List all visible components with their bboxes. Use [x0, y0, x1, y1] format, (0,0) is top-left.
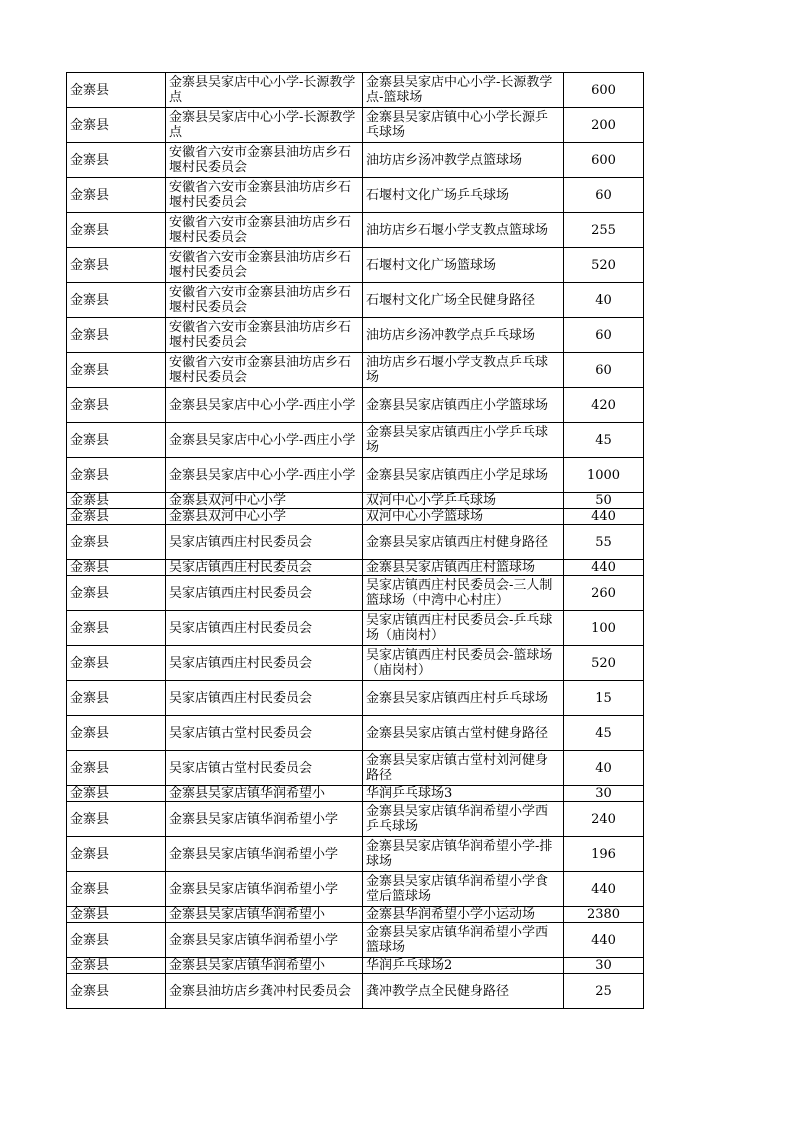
- unit-cell: 金寨县吴家店中心小学-西庄小学: [166, 388, 363, 423]
- facility-cell: 金寨县吴家店镇西庄小学乒乓球场: [363, 423, 564, 458]
- facility-cell: 金寨县吴家店镇华润希望小学-排球场: [363, 837, 564, 872]
- county-cell: 金寨县: [67, 786, 166, 802]
- county-cell: 金寨县: [67, 525, 166, 560]
- facility-cell: 石堰村文化广场篮球场: [363, 248, 564, 283]
- area-cell: 40: [564, 751, 644, 786]
- facility-cell: 吴家店镇西庄村民委员会-三人制篮球场（中湾中心村庄）: [363, 576, 564, 611]
- area-cell: 45: [564, 423, 644, 458]
- county-cell: 金寨县: [67, 213, 166, 248]
- table-row: [67, 248, 644, 283]
- unit-cell: 安徽省六安市金寨县油坊店乡石堰村民委员会: [166, 283, 363, 318]
- facility-cell: 金寨县吴家店镇古堂村健身路径: [363, 716, 564, 751]
- unit-cell: 吴家店镇西庄村民委员会: [166, 560, 363, 576]
- table-row: [67, 525, 644, 560]
- area-cell: 520: [564, 248, 644, 283]
- facility-cell: 金寨县吴家店镇古堂村刘河健身路径: [363, 751, 564, 786]
- unit-cell: 金寨县吴家店镇华润希望小学: [166, 872, 363, 907]
- county-cell: 金寨县: [67, 509, 166, 525]
- county-cell: 金寨县: [67, 423, 166, 458]
- facility-cell: 金寨县吴家店镇西庄村健身路径: [363, 525, 564, 560]
- area-cell: 240: [564, 802, 644, 837]
- table-body: [67, 73, 644, 1009]
- facility-cell: 石堰村文化广场乒乓球场: [363, 178, 564, 213]
- table-row: [67, 108, 644, 143]
- unit-cell: 金寨县油坊店乡龚冲村民委员会: [166, 974, 363, 1009]
- table-row: [67, 388, 644, 423]
- unit-cell: 吴家店镇西庄村民委员会: [166, 525, 363, 560]
- area-cell: 200: [564, 108, 644, 143]
- county-cell: 金寨县: [67, 560, 166, 576]
- table-row: [67, 716, 644, 751]
- facility-cell: 金寨县吴家店镇西庄村篮球场: [363, 560, 564, 576]
- table-row: [67, 423, 644, 458]
- facility-cell: 金寨县吴家店镇西庄小学足球场: [363, 458, 564, 493]
- county-cell: 金寨县: [67, 923, 166, 958]
- unit-cell: 吴家店镇古堂村民委员会: [166, 751, 363, 786]
- area-cell: 40: [564, 283, 644, 318]
- county-cell: 金寨县: [67, 958, 166, 974]
- area-cell: 600: [564, 73, 644, 108]
- county-cell: 金寨县: [67, 493, 166, 509]
- unit-cell: 金寨县双河中心小学: [166, 509, 363, 525]
- county-cell: 金寨县: [67, 388, 166, 423]
- county-cell: 金寨县: [67, 283, 166, 318]
- table-row: [67, 143, 644, 178]
- area-cell: 60: [564, 178, 644, 213]
- county-cell: 金寨县: [67, 73, 166, 108]
- facility-cell: 金寨县吴家店中心小学-长源教学点-篮球场: [363, 73, 564, 108]
- table-row: [67, 958, 644, 974]
- area-cell: 440: [564, 923, 644, 958]
- table-row: [67, 802, 644, 837]
- county-cell: 金寨县: [67, 318, 166, 353]
- facility-cell: 油坊店乡汤冲教学点乒乓球场: [363, 318, 564, 353]
- unit-cell: 吴家店镇西庄村民委员会: [166, 646, 363, 681]
- facility-cell: 金寨县吴家店镇华润希望小学食堂后篮球场: [363, 872, 564, 907]
- area-cell: 440: [564, 560, 644, 576]
- county-cell: 金寨县: [67, 143, 166, 178]
- facility-cell: 油坊店乡汤冲教学点篮球场: [363, 143, 564, 178]
- area-cell: 100: [564, 611, 644, 646]
- county-cell: 金寨县: [67, 611, 166, 646]
- county-cell: 金寨县: [67, 458, 166, 493]
- table-row: [67, 73, 644, 108]
- area-cell: 1000: [564, 458, 644, 493]
- table-row: [67, 786, 644, 802]
- county-cell: 金寨县: [67, 872, 166, 907]
- county-cell: 金寨县: [67, 646, 166, 681]
- area-cell: 255: [564, 213, 644, 248]
- table-row: [67, 353, 644, 388]
- unit-cell: 安徽省六安市金寨县油坊店乡石堰村民委员会: [166, 353, 363, 388]
- county-cell: 金寨县: [67, 353, 166, 388]
- unit-cell: 安徽省六安市金寨县油坊店乡石堰村民委员会: [166, 143, 363, 178]
- county-cell: 金寨县: [67, 907, 166, 923]
- facility-cell: 金寨县吴家店镇西庄村乒乓球场: [363, 681, 564, 716]
- table-row: [67, 318, 644, 353]
- table-row: [67, 283, 644, 318]
- facility-cell: 油坊店乡石堰小学支教点乒乓球场: [363, 353, 564, 388]
- table-row: [67, 493, 644, 509]
- facility-cell: 金寨县吴家店镇华润希望小学西乒乓球场: [363, 802, 564, 837]
- table-row: [67, 611, 644, 646]
- area-cell: 45: [564, 716, 644, 751]
- unit-cell: 安徽省六安市金寨县油坊店乡石堰村民委员会: [166, 318, 363, 353]
- area-cell: 420: [564, 388, 644, 423]
- county-cell: 金寨县: [67, 802, 166, 837]
- facility-cell: 双河中心小学乒乓球场: [363, 493, 564, 509]
- area-cell: 520: [564, 646, 644, 681]
- county-cell: 金寨县: [67, 108, 166, 143]
- county-cell: 金寨县: [67, 751, 166, 786]
- unit-cell: 吴家店镇西庄村民委员会: [166, 611, 363, 646]
- unit-cell: 金寨县吴家店镇华润希望小学: [166, 802, 363, 837]
- unit-cell: 金寨县吴家店镇华润希望小: [166, 786, 363, 802]
- facility-cell: 金寨县吴家店镇中心小学长源乒乓球场: [363, 108, 564, 143]
- area-cell: 30: [564, 786, 644, 802]
- unit-cell: 安徽省六安市金寨县油坊店乡石堰村民委员会: [166, 178, 363, 213]
- area-cell: 440: [564, 872, 644, 907]
- facility-cell: 金寨县吴家店镇西庄小学篮球场: [363, 388, 564, 423]
- facility-table: [66, 72, 644, 1009]
- unit-cell: 吴家店镇西庄村民委员会: [166, 681, 363, 716]
- area-cell: 15: [564, 681, 644, 716]
- unit-cell: 金寨县吴家店中心小学-长源教学点: [166, 108, 363, 143]
- area-cell: 50: [564, 493, 644, 509]
- facility-cell: 油坊店乡石堰小学支教点篮球场: [363, 213, 564, 248]
- area-cell: 600: [564, 143, 644, 178]
- facility-cell: 石堰村文化广场全民健身路径: [363, 283, 564, 318]
- area-cell: 196: [564, 837, 644, 872]
- unit-cell: 金寨县吴家店中心小学-西庄小学: [166, 423, 363, 458]
- table-row: [67, 458, 644, 493]
- area-cell: 60: [564, 318, 644, 353]
- table-row: [67, 837, 644, 872]
- unit-cell: 安徽省六安市金寨县油坊店乡石堰村民委员会: [166, 213, 363, 248]
- unit-cell: 金寨县吴家店镇华润希望小学: [166, 837, 363, 872]
- table-row: [67, 213, 644, 248]
- facility-cell: 华润乒乓球场3: [363, 786, 564, 802]
- unit-cell: 金寨县吴家店镇华润希望小学: [166, 923, 363, 958]
- unit-cell: 吴家店镇古堂村民委员会: [166, 716, 363, 751]
- facility-cell: 双河中心小学篮球场: [363, 509, 564, 525]
- county-cell: 金寨县: [67, 681, 166, 716]
- table-row: [67, 509, 644, 525]
- area-cell: 55: [564, 525, 644, 560]
- facility-cell: 吴家店镇西庄村民委员会-篮球场（庙岗村）: [363, 646, 564, 681]
- county-cell: 金寨县: [67, 837, 166, 872]
- county-cell: 金寨县: [67, 248, 166, 283]
- facility-cell: 金寨县吴家店镇华润希望小学西篮球场: [363, 923, 564, 958]
- area-cell: 440: [564, 509, 644, 525]
- table-row: [67, 178, 644, 213]
- area-cell: 25: [564, 974, 644, 1009]
- county-cell: 金寨县: [67, 716, 166, 751]
- area-cell: 260: [564, 576, 644, 611]
- table-row: [67, 646, 644, 681]
- table-row: [67, 907, 644, 923]
- area-cell: 2380: [564, 907, 644, 923]
- unit-cell: 金寨县吴家店镇华润希望小: [166, 907, 363, 923]
- county-cell: 金寨县: [67, 974, 166, 1009]
- table-row: [67, 681, 644, 716]
- unit-cell: 金寨县双河中心小学: [166, 493, 363, 509]
- unit-cell: 金寨县吴家店中心小学-西庄小学: [166, 458, 363, 493]
- table-row: [67, 751, 644, 786]
- unit-cell: 安徽省六安市金寨县油坊店乡石堰村民委员会: [166, 248, 363, 283]
- facility-cell: 华润乒乓球场2: [363, 958, 564, 974]
- area-cell: 60: [564, 353, 644, 388]
- table-row: [67, 923, 644, 958]
- area-cell: 30: [564, 958, 644, 974]
- table-row: [67, 872, 644, 907]
- county-cell: 金寨县: [67, 178, 166, 213]
- unit-cell: 金寨县吴家店镇华润希望小: [166, 958, 363, 974]
- facility-cell: 金寨县华润希望小学小运动场: [363, 907, 564, 923]
- county-cell: 金寨县: [67, 576, 166, 611]
- table-row: [67, 974, 644, 1009]
- table-row: [67, 576, 644, 611]
- facility-cell: 吴家店镇西庄村民委员会-乒乓球场（庙岗村）: [363, 611, 564, 646]
- table-row: [67, 560, 644, 576]
- unit-cell: 吴家店镇西庄村民委员会: [166, 576, 363, 611]
- unit-cell: 金寨县吴家店中心小学-长源教学点: [166, 73, 363, 108]
- facility-cell: 龚冲教学点全民健身路径: [363, 974, 564, 1009]
